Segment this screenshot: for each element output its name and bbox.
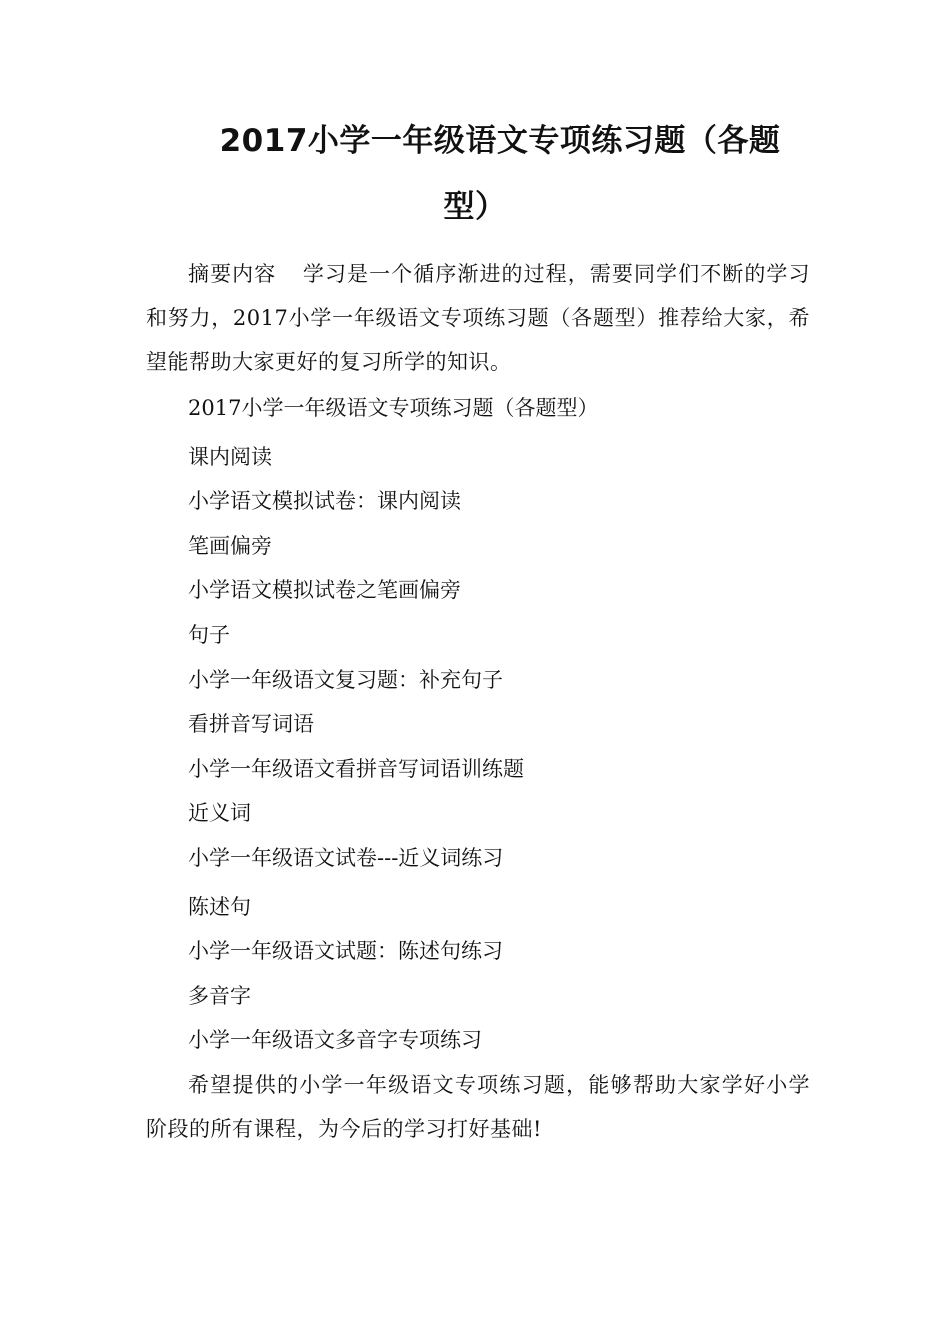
text-line: 句子 — [188, 622, 230, 647]
text-line: 小学一年级语文试卷---近义词练习 — [188, 845, 504, 870]
title-line-1: 2017小学一年级语文专项练习题（各题 — [219, 123, 781, 159]
document-body — [146, 252, 810, 1151]
text-line: 陈述句 — [188, 894, 251, 919]
document-title — [146, 108, 804, 240]
abstract-label: 摘要内容 — [188, 262, 277, 286]
text-line: 近义词 — [188, 801, 251, 826]
text-line: 课内阅读 — [188, 444, 272, 469]
text-line: 看拼音写词语 — [188, 712, 314, 737]
text-line: 多音字 — [188, 983, 251, 1008]
text-line: 小学语文模拟试卷：课内阅读 — [188, 489, 461, 514]
closing-paragraph: 希望提供的小学一年级语文专项练习题，能够帮助大家学好小学阶段的所有课程，为今后的学习打好基础! — [146, 1072, 810, 1141]
text-line: 小学语文模拟试卷之笔画偏旁 — [188, 578, 461, 603]
abstract-paragraph — [146, 252, 810, 384]
text-line: 笔画偏旁 — [188, 533, 272, 558]
text-line: 小学一年级语文看拼音写词语训练题 — [188, 756, 524, 781]
text-line: 小学一年级语文多音字专项练习 — [188, 1028, 482, 1053]
abstract-text: 学习是一个循序渐进的过程，需要同学们不断的学习和努力，2017小学一年级语文专项练习题（各题型）推荐给大家，希望能帮助大家更好的复习所学的知识。 — [146, 262, 810, 374]
text-line: 小学一年级语文试题：陈述句练习 — [188, 939, 503, 964]
text-line: 2017小学一年级语文专项练习题（各题型） — [188, 396, 599, 420]
title-line-2: 型） — [443, 189, 507, 225]
text-line: 小学一年级语文复习题：补充句子 — [188, 667, 503, 692]
